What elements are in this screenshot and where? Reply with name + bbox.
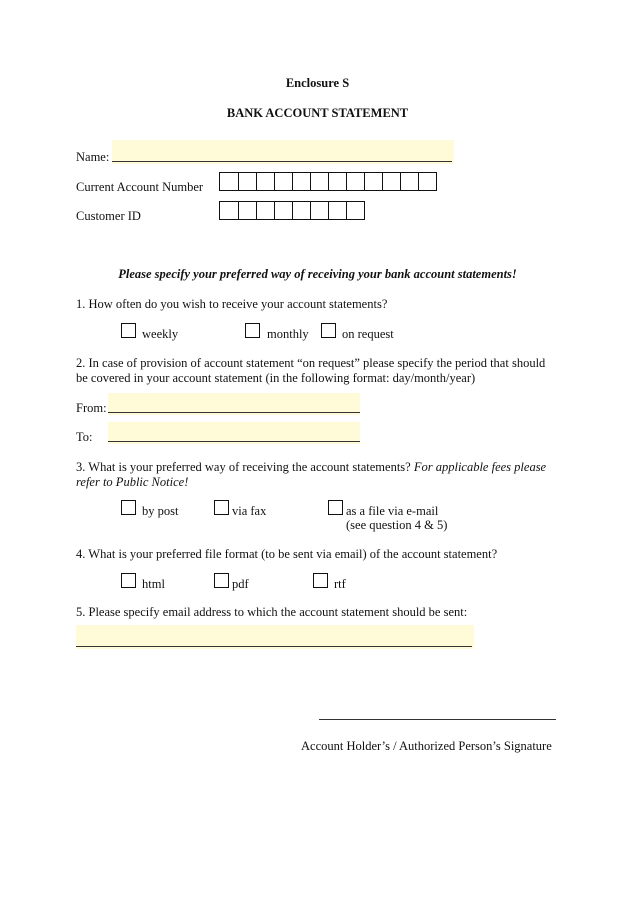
instruction-text: Please specify your preferred way of receiving your bank account statements!: [118, 267, 517, 281]
html-label: html: [142, 577, 165, 591]
q4-question: 4. What is your preferred file format (to be sent via email) of the account statement?: [76, 547, 498, 561]
customer-id-digit-box[interactable]: [292, 202, 310, 219]
signature-label: Account Holder’s / Authorized Person’s Signature: [301, 739, 552, 753]
monthly-checkbox[interactable]: [245, 323, 260, 338]
q3-question: [76, 460, 546, 475]
form-title: BANK ACCOUNT STATEMENT: [226, 106, 409, 120]
on-request-checkbox[interactable]: [321, 323, 336, 338]
account-digit-box[interactable]: [220, 173, 238, 190]
rtf-label: rtf: [334, 577, 346, 591]
account-number-boxes[interactable]: [219, 172, 437, 191]
q3-fee-note-line2: refer to Public Notice!: [76, 475, 189, 489]
customer-id-digit-box[interactable]: [220, 202, 238, 219]
pdf-label: pdf: [232, 577, 249, 591]
from-label: From:: [76, 401, 107, 415]
name-label: Name:: [76, 150, 110, 164]
from-underline: [108, 412, 360, 413]
enclosure-label: Enclosure S: [285, 76, 350, 90]
via-fax-checkbox[interactable]: [214, 500, 229, 515]
weekly-checkbox[interactable]: [121, 323, 136, 338]
q5-question: 5. Please specify email address to which the account statement should be sent:: [76, 605, 468, 619]
weekly-label: weekly: [142, 327, 179, 341]
account-digit-box[interactable]: [328, 173, 346, 190]
customer-id-digit-box[interactable]: [346, 202, 364, 219]
account-digit-box[interactable]: [274, 173, 292, 190]
via-fax-label: via fax: [232, 504, 267, 518]
customer-id-digit-box[interactable]: [274, 202, 292, 219]
signature-line[interactable]: [319, 719, 556, 720]
email-underline: [76, 646, 472, 647]
pdf-checkbox[interactable]: [214, 573, 229, 588]
by-post-label: by post: [142, 504, 179, 518]
account-digit-box[interactable]: [418, 173, 436, 190]
q1-question: 1. How often do you wish to receive your account statements?: [76, 297, 388, 311]
email-file-checkbox[interactable]: [328, 500, 343, 515]
name-underline: [112, 161, 452, 162]
account-digit-box[interactable]: [292, 173, 310, 190]
by-post-checkbox[interactable]: [121, 500, 136, 515]
customer-id-digit-box[interactable]: [310, 202, 328, 219]
account-digit-box[interactable]: [256, 173, 274, 190]
rtf-checkbox[interactable]: [313, 573, 328, 588]
q3-fee-note-line1: For applicable fees please: [413, 460, 547, 474]
account-digit-box[interactable]: [310, 173, 328, 190]
q2-question-line1: 2. In case of provision of account statement “on request” please specify the period that should: [76, 356, 546, 370]
customer-id-label: Customer ID: [76, 209, 141, 223]
customer-id-boxes[interactable]: [219, 201, 365, 220]
q2-question-line2: be covered in your account statement (in the following format: day/month/year): [76, 371, 476, 385]
monthly-label: monthly: [267, 327, 309, 341]
on-request-label: on request: [342, 327, 394, 341]
to-label: To:: [76, 430, 93, 444]
customer-id-digit-box[interactable]: [328, 202, 346, 219]
account-digit-box[interactable]: [238, 173, 256, 190]
q3-question-text: 3. What is your preferred way of receiving the account statements?: [76, 460, 414, 474]
customer-id-digit-box[interactable]: [256, 202, 274, 219]
account-digit-box[interactable]: [382, 173, 400, 190]
account-number-label: Current Account Number: [76, 180, 204, 194]
email-file-label: as a file via e-mail: [346, 504, 439, 518]
account-digit-box[interactable]: [400, 173, 418, 190]
email-file-note: (see question 4 & 5): [346, 518, 448, 532]
account-digit-box[interactable]: [346, 173, 364, 190]
html-checkbox[interactable]: [121, 573, 136, 588]
to-underline: [108, 441, 360, 442]
account-digit-box[interactable]: [364, 173, 382, 190]
customer-id-digit-box[interactable]: [238, 202, 256, 219]
